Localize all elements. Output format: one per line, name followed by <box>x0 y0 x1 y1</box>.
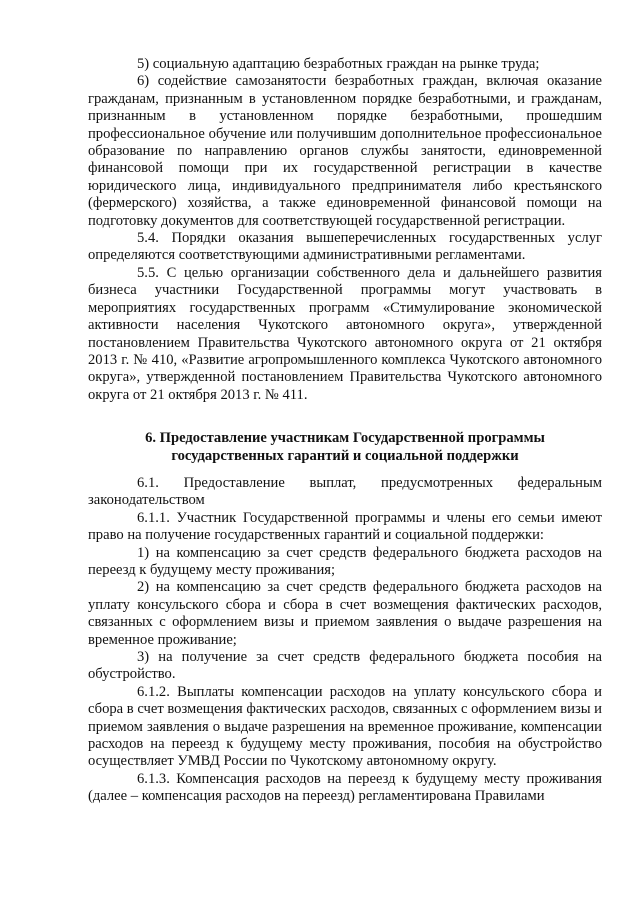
paragraph-item-3: 3) на получение за счет средств федерального бюджета пособия на обустройство. <box>88 649 602 683</box>
paragraph-5-5: 5.5. С целью организации собственного дела и дальнейшего развития бизнеса участники Государственной программы могут участвовать в мероприятиях государственных программ «Стимулирование экономической активности населения Чукотского автономного округа», утвержденной постановлением Правительства Чукотского автономного округа от 21 октября 2013 г. № 410, «Развитие агропромышленного комплекса Чукотского автономного округа», утвержденной постановлением Правительства Чукотского автономного округа от 21 октября 2013 г. № 411. <box>88 264 602 403</box>
paragraph-6-1-2: 6.1.2. Выплаты компенсации расходов на уплату консульского сбора и сбора в счет возмещения фактических расходов, связанных с оформлением визы и приемом заявления о выдаче разрешения на временное проживание, компенсации расходов на переезд к будущему месту проживания, пособия на обустройство осуществляет УМВД России по Чукотскому автономному округу. <box>88 683 602 770</box>
section-heading-line1: 6. Предоставление участникам Государственной программы <box>145 430 545 447</box>
paragraph-6-1-3: 6.1.3. Компенсация расходов на переезд к будущему месту проживания (далее – компенсация расходов на переезд) регламентирована Правилами <box>88 770 602 805</box>
paragraph-item-6: 6) содействие самозанятости безработных граждан, включая оказание гражданам, признанным в установленном порядке безработными, и гражданам, признанным в установленном порядке безработными, прошедшим профессиональное обучение или получившим дополнительное профессиональное образование по направлению органов службы занятости, единовременной финансовой помощи при их государственной регистрации в качестве юридического лица, индивидуального предпринимателя либо крестьянского (фермерского) хозяйства, а также единовременной финансовой помощи на подготовку документов для соответствующей государственной регистрации. <box>88 73 602 229</box>
paragraph-item-5: 5) социальную адаптацию безработных граждан на рынке труда; <box>137 56 540 72</box>
paragraph-6-1-1: 6.1.1. Участник Государственной программы и члены его семьи имеют право на получение государственных гарантий и социальной поддержки: <box>88 509 602 544</box>
paragraph-5-4: 5.4. Порядки оказания вышеперечисленных государственных услуг определяются соответствующими административными регламентами. <box>88 230 602 264</box>
paragraph-item-2: 2) на компенсацию за счет средств федерального бюджета расходов на уплату консульского сбора и сбора в счет возмещения фактических расходов, связанных с оформлением визы и приемом заявления о выдаче разрешения на временное проживание; <box>88 579 602 648</box>
section-heading-line2: государственных гарантий и социальной поддержки <box>171 447 519 464</box>
paragraph-item-1: 1) на компенсацию за счет средств федерального бюджета расходов на переезд к будущему месту проживания; <box>88 544 602 578</box>
paragraph-6-1: 6.1. Предоставление выплат, предусмотренных федеральным законодательством <box>88 474 602 509</box>
section-heading <box>88 430 602 465</box>
document-page <box>88 56 602 806</box>
